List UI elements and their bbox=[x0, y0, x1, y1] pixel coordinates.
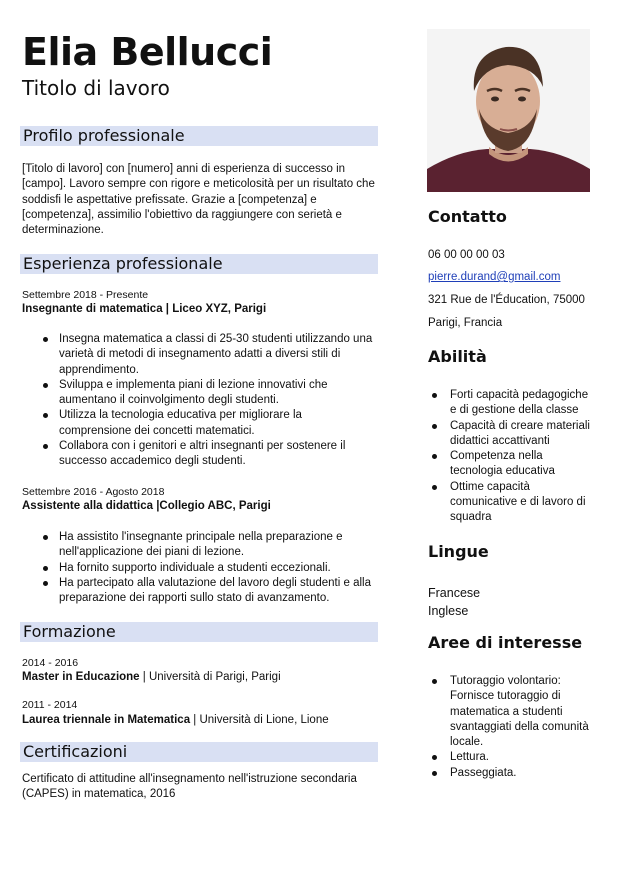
list-item: Utilizza la tecnologia educativa per migliorare la comprensione dei concetti matematici. bbox=[22, 408, 382, 439]
list-item: Competenza nella tecnologia educativa bbox=[428, 449, 600, 480]
education-dates: 2014 - 2016 bbox=[22, 657, 79, 669]
certification-text: Certificato di attitudine all'insegnamento nell'istruzione secondaria (CAPES) in matematica, 2016 bbox=[22, 773, 357, 801]
experience-heading: Esperienza professionale bbox=[20, 254, 378, 274]
list-item: Insegna matematica a classi di 25-30 studenti utilizzando una varietà di metodi di insegnamento adatti a diversi stili di apprendimento. bbox=[22, 332, 382, 378]
profile-summary bbox=[22, 162, 382, 238]
contact-phone: 06 00 00 00 03 bbox=[428, 249, 505, 261]
candidate-name: Elia Bellucci bbox=[22, 30, 273, 74]
skills-list bbox=[428, 388, 600, 526]
profile-line: [Titolo di lavoro] con [numero] anni di esperienza di successo in bbox=[22, 163, 346, 175]
education-dates: 2011 - 2014 bbox=[22, 699, 78, 711]
list-item: Francese bbox=[428, 586, 481, 600]
job-bullets bbox=[22, 332, 382, 470]
profile-line: [campo]. Lavoro sempre con rigore e meticolosità per un risultato che bbox=[22, 178, 375, 191]
contact-address: Parigi, Francia bbox=[428, 317, 503, 329]
certifications-heading: Certificazioni bbox=[20, 742, 378, 762]
degree: Master in Educazione bbox=[22, 671, 140, 683]
list-item: Passeggiata. bbox=[428, 766, 600, 781]
list-item: Forti capacità pedagogiche e di gestione della classe bbox=[428, 388, 600, 419]
contact-heading: Contatto bbox=[428, 207, 507, 226]
list-item: Ha partecipato alla valutazione del lavoro degli studenti e alla preparazione dei rapporti sullo stato di avanzamento. bbox=[22, 576, 382, 607]
profile-line: soddisfi le aspettative prefissate. Grazie a [competenza] e bbox=[22, 193, 317, 206]
job-position: Assistente alla didattica |Collegio ABC, Parigi bbox=[22, 500, 271, 512]
profile-line: determinazione. bbox=[22, 224, 104, 237]
list-item: Ottime capacità comunicative e di lavoro di squadra bbox=[428, 480, 600, 526]
interests-list bbox=[428, 674, 600, 781]
list-item: Collabora con i genitori e altri insegnanti per sostenere il successo accademico degli studenti. bbox=[22, 439, 382, 470]
job-position: Insegnante di matematica | Liceo XYZ, Parigi bbox=[22, 303, 267, 315]
profile-heading: Profilo professionale bbox=[20, 126, 378, 146]
education-entry bbox=[22, 713, 329, 728]
profile-photo bbox=[427, 29, 590, 192]
list-item: Lettura. bbox=[428, 750, 600, 765]
languages-list bbox=[428, 584, 480, 620]
languages-heading: Lingue bbox=[428, 542, 489, 561]
job-dates: Settembre 2018 - Presente bbox=[22, 289, 149, 301]
education-entry bbox=[22, 670, 281, 685]
job-dates: Settembre 2016 - Agosto 2018 bbox=[22, 486, 165, 498]
list-item: Tutoraggio volontario: Fornisce tutoraggio di matematica a studenti svantaggiati della comunità locale. bbox=[428, 674, 600, 750]
contact-address: 321 Rue de l'Éducation, 75000 bbox=[428, 294, 585, 306]
skills-heading: Abilità bbox=[428, 347, 487, 366]
list-item: Ha fornito supporto individuale a studenti eccezionali. bbox=[22, 561, 382, 576]
interests-heading: Aree di interesse bbox=[428, 633, 583, 652]
list-item: Sviluppa e implementa piani di lezione innovativi che aumentano il coinvolgimento degli studenti. bbox=[22, 378, 382, 409]
degree: Laurea triennale in Matematica bbox=[22, 714, 191, 726]
job-title: Titolo di lavoro bbox=[22, 76, 170, 100]
school: | Università di Parigi, Parigi bbox=[139, 671, 281, 683]
job-bullets bbox=[22, 530, 382, 606]
portrait-image bbox=[427, 29, 590, 192]
contact-email-link[interactable]: pierre.durand@gmail.com bbox=[428, 271, 561, 283]
profile-line: [competenza], assimilio l'obiettivo da raggiungere con serietà e bbox=[22, 208, 342, 221]
list-item: Ha assistito l'insegnante principale nella preparazione e nell'applicazione dei piani di lezione. bbox=[22, 530, 382, 561]
list-item: Inglese bbox=[428, 604, 469, 618]
school: | Università di Lione, Lione bbox=[190, 714, 329, 726]
list-item: Capacità di creare materiali didattici accattivanti bbox=[428, 419, 600, 450]
education-heading: Formazione bbox=[20, 622, 378, 642]
